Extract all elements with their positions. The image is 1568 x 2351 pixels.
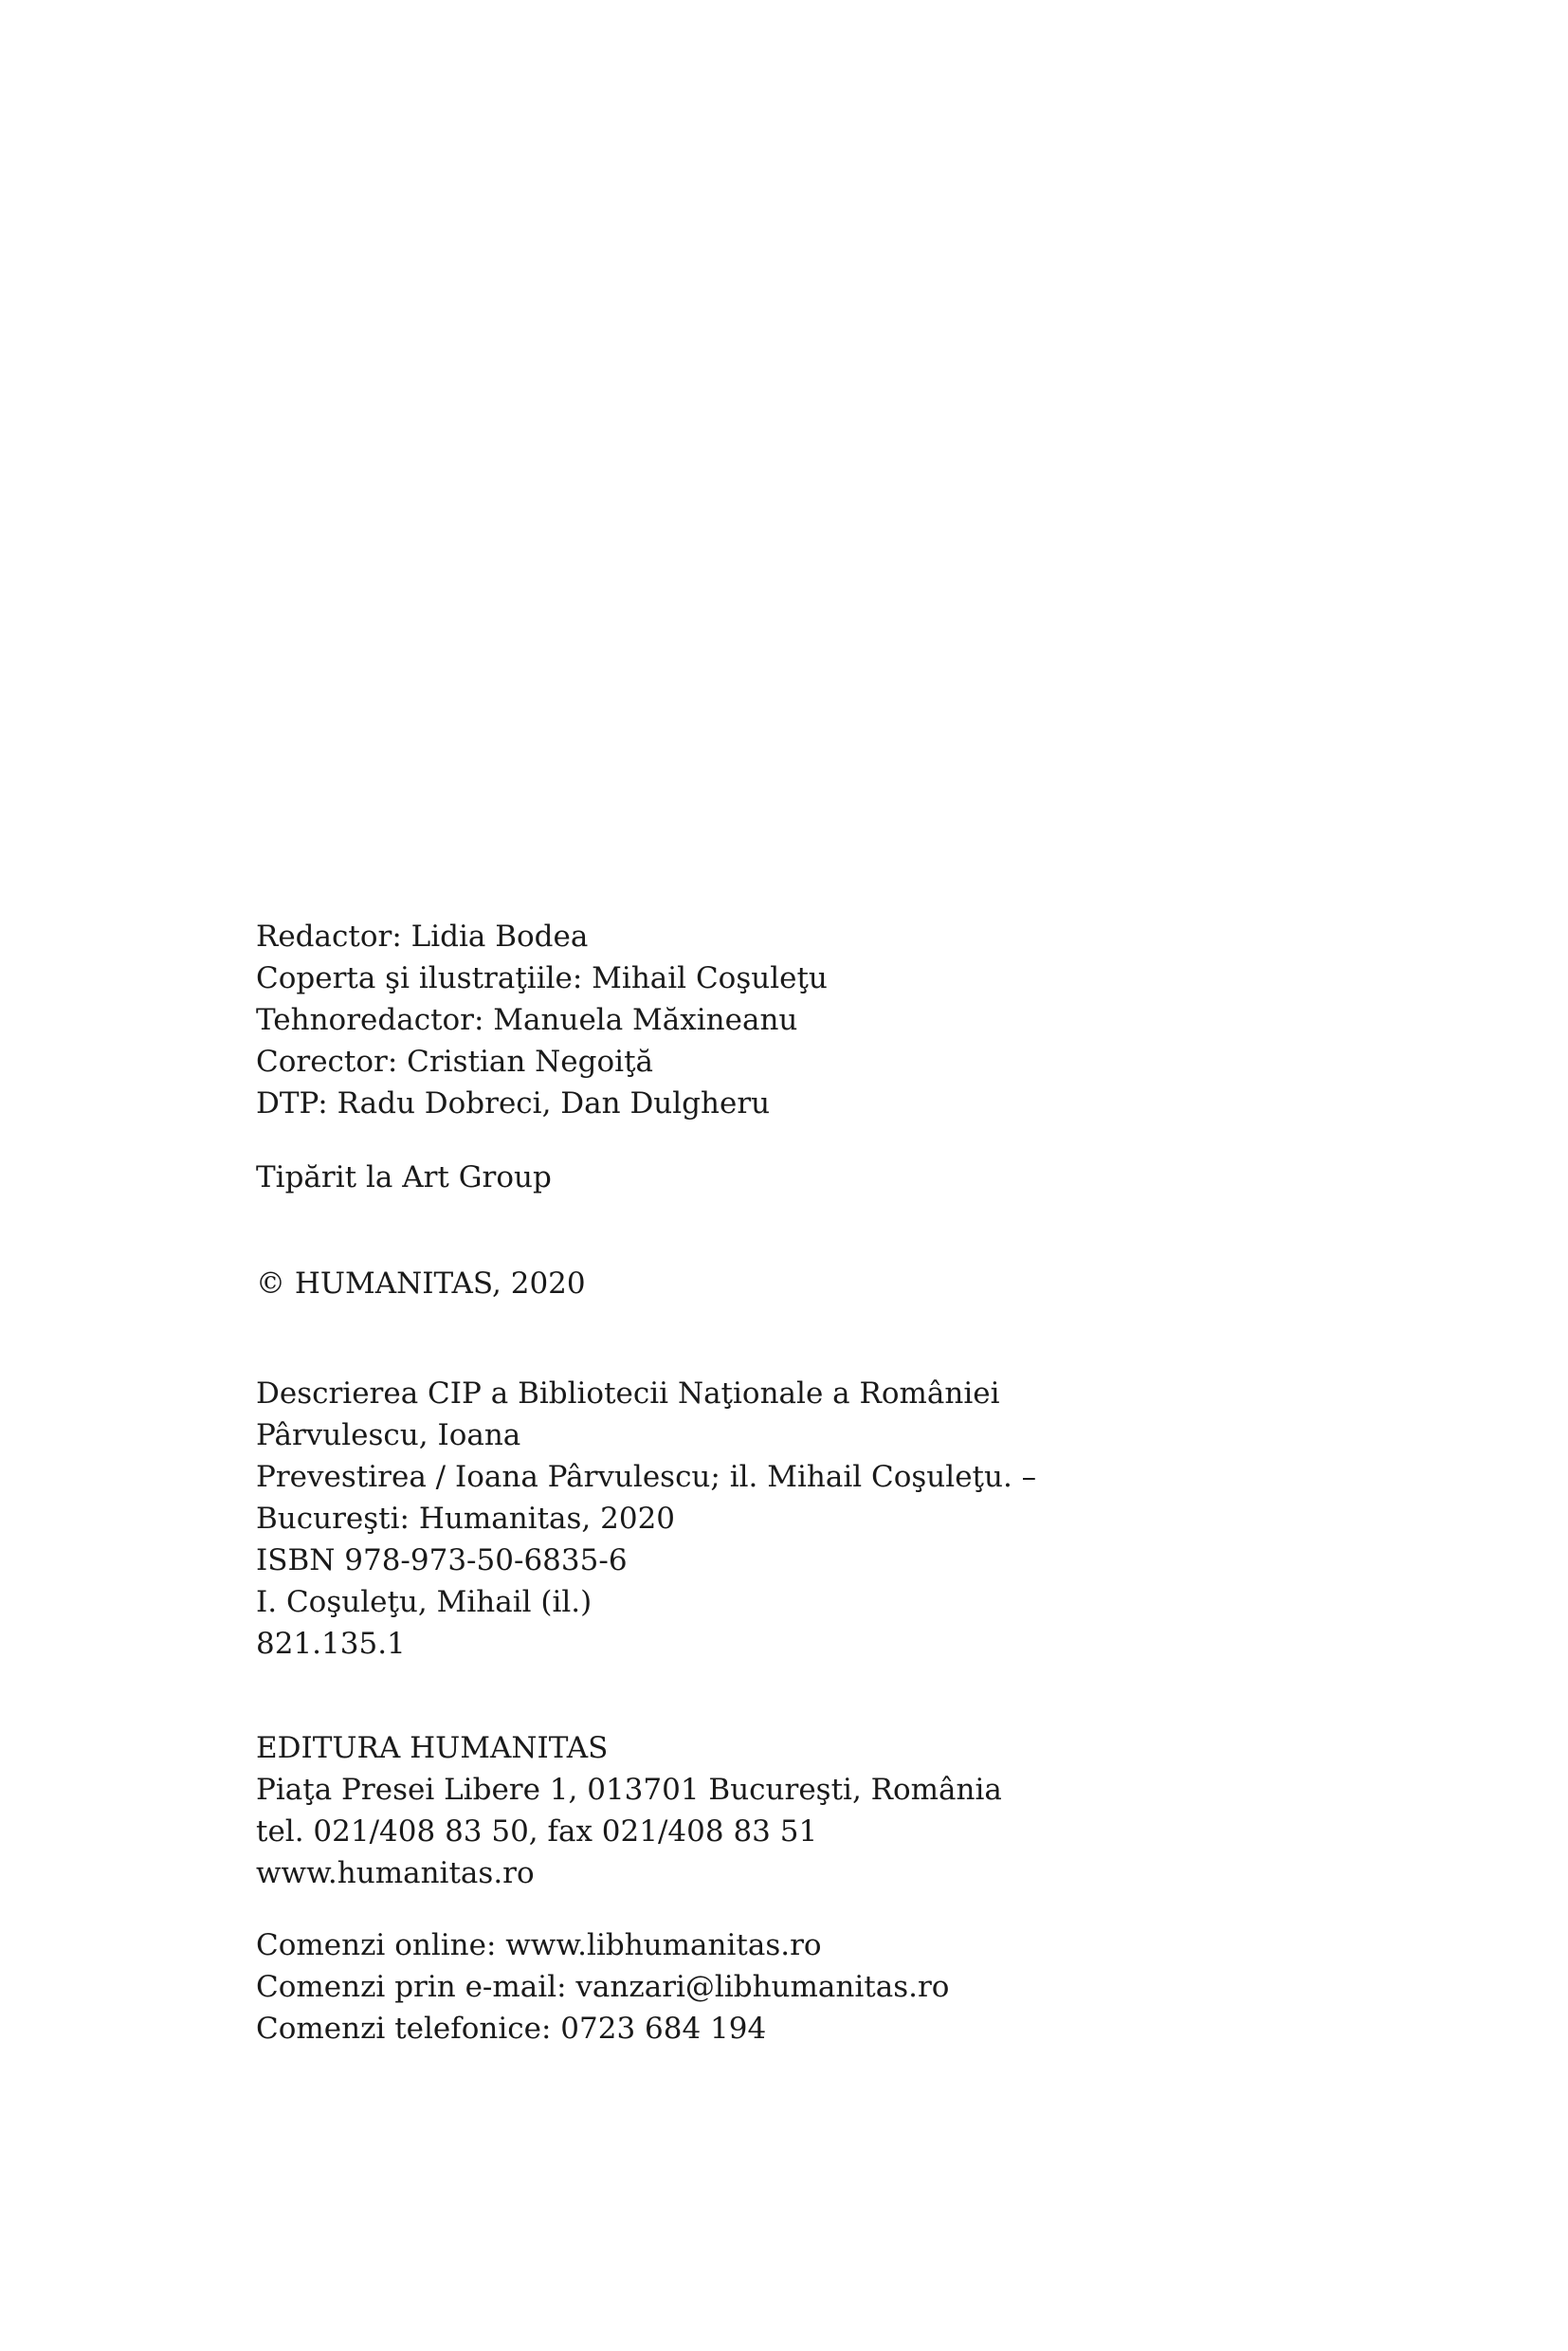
cip-isbn: ISBN 978-973-50-6835-6 [256,1543,628,1577]
orders-block [256,1924,949,2050]
copyright-block [256,1263,586,1304]
cip-classification: 821.135.1 [256,1627,406,1661]
publisher-block [256,1727,1002,1894]
proofreader-credit: Corector: Cristian Negoiţă [256,1045,654,1079]
publisher-website: www.humanitas.ro [256,1856,535,1890]
orders-online: Comenzi online: www.libhumanitas.ro [256,1928,822,1962]
publisher-name: EDITURA HUMANITAS [256,1731,609,1765]
cip-description-block [256,1373,1036,1665]
cip-author: Pârvulescu, Ioana [256,1418,521,1452]
editor-credit: Redactor: Lidia Bodea [256,920,589,954]
cip-contributor: I. Coşuleţu, Mihail (il.) [256,1585,593,1619]
publisher-phone: tel. 021/408 83 50, fax 021/408 83 51 [256,1814,818,1849]
cip-heading: Descrierea CIP a Bibliotecii Naţionale a României [256,1376,1000,1411]
orders-email: Comenzi prin e-mail: vanzari@libhumanitas.ro [256,1970,950,2004]
cip-title-line: Prevestirea / Ioana Pârvulescu; il. Mihail Coşuleţu. – [256,1460,1037,1494]
credits-block [256,916,828,1124]
printer-line: Tipărit la Art Group [256,1160,552,1194]
dtp-credit: DTP: Radu Dobreci, Dan Dulgheru [256,1086,771,1121]
copyright-line: © HUMANITAS, 2020 [256,1267,586,1301]
cip-imprint: Bucureşti: Humanitas, 2020 [256,1502,676,1536]
orders-phone: Comenzi telefonice: 0723 684 194 [256,2012,767,2046]
tech-editor-credit: Tehnoredactor: Manuela Măxineanu [256,1003,798,1037]
printer-block [256,1157,552,1198]
cover-illustration-credit: Coperta şi ilustraţiile: Mihail Coşuleţu [256,961,828,995]
publisher-address: Piaţa Presei Libere 1, 013701 Bucureşti, România [256,1773,1002,1807]
